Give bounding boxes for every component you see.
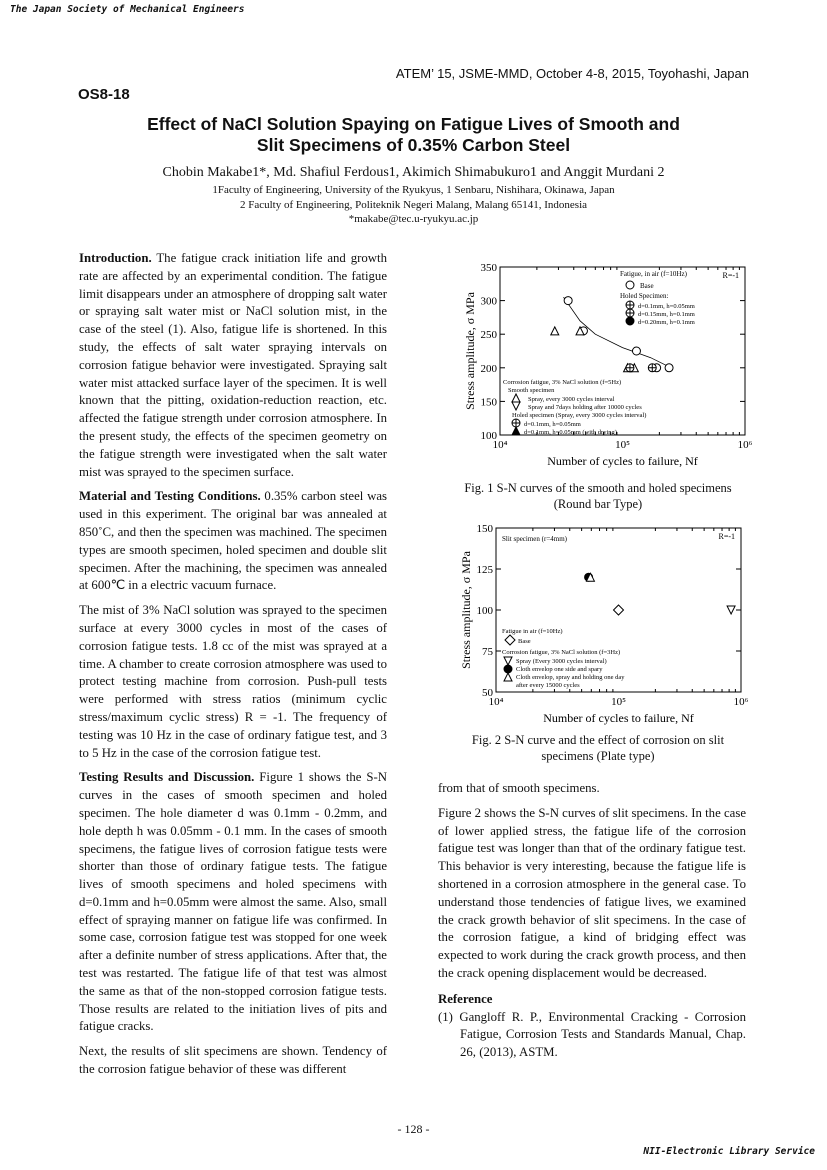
figure-1-chart [438,255,758,470]
reference-1: (1) Gangloff R. P., Environmental Cracking - Corrosion Fatigue, Corrosion Tests and Standards Manual, Chap. 26, (2013), ASTM. [438,1009,746,1060]
legend-text: d=0.1mm, h=0.05mm (with drying) [524,429,617,436]
left-column [79,250,387,1086]
page-number: - 128 - [397,1122,430,1136]
y-tick-label: 150 [480,396,497,409]
legend-marker [504,673,512,681]
materials-heading: Material and Testing Conditions. [79,489,261,504]
x-axis-label: Number of cycles to failure, Nf [547,454,698,468]
x-tick-label: 10⁶ [737,439,753,451]
legend-text: Cloth envelop, spray and holding one day [516,674,625,681]
page-footer-service: NII-Electronic Library Service [643,1146,815,1157]
x-tick-label: 10⁴ [492,439,508,451]
legend-text: after every 15000 cycles [516,682,580,689]
y-tick-label: 150 [476,523,493,535]
x-axis-label: Number of cycles to failure, Nf [543,711,694,725]
y-tick-label: 75 [482,646,493,658]
legend-text: Spray (Every 3000 cycles interval) [516,658,607,665]
figure-2-chart [438,520,758,730]
y-tick-label: 100 [476,605,493,617]
legend-marker [512,402,520,410]
data-point [614,605,624,615]
figure-2-caption: Fig. 2 S-N curve and the effect of corrosion on slit specimens (Plate type) [471,733,725,763]
legend-text: d=0.15mm, h=0.1mm [638,311,695,318]
x-tick-label: 10⁵ [611,696,626,708]
legend-marker [626,281,634,289]
legend-text: Spray, every 3000 cycles interval [528,396,615,403]
legend-text: Corrosion fatigue, 3% NaCl solution (f=5Hz) [503,379,622,386]
mist-paragraph: The mist of 3% NaCl solution was sprayed to the specimen surface at every 3000 cycles in most of the cases of corrosion fatigue tests. 1.8 cc of the mist was sprayed at a time. A chamber to create corrosion atmosphere was used to protect testing machine from corrosion. Push-pull tests were performed with stress ratios (minimum cyclic stress/maximum cyclic stress) R = -1. The frequency of testing was 10 Hz in the case of ordinary fatigue test, and 3 to 5 Hz in the case of the corrosion fatigue test. [79,603,387,760]
title-line-1: Effect of NaCl Solution Spaying on Fatigue Lives of Smooth and [147,114,680,134]
author-list: Chobin Makabe1*, Md. Shafiul Ferdous1, Akimich Shimabukuro1 and Anggit Murdani 2 [162,165,665,180]
legend-marker [505,635,515,645]
x-tick-label: 10⁶ [733,696,749,708]
affiliation-2: 2 Faculty of Engineering, Politeknik Negeri Malang, Malang 65141, Indonesia [239,199,588,211]
y-axis-label: Stress amplitude, σ MPa [459,551,473,669]
session-code: OS8-18 [78,86,130,103]
legend-marker [504,665,512,673]
legend-text: Holed specimen (Spray, every 3000 cycles interval) [512,412,647,419]
reference-heading: Reference [438,991,493,1006]
y-tick-label: 50 [482,687,493,699]
continuation-paragraph: from that of smooth specimens. [438,781,600,795]
legend-text: Base [640,282,654,290]
paper-title [80,114,747,156]
corner-label: R=-1 [722,271,739,280]
y-axis-label: Stress amplitude, σ MPa [463,292,477,410]
figure-1-caption: Fig. 1 S-N curves of the smooth and holed specimens (Round bar Type) [464,481,732,511]
contact-email: *makabe@tec.u-ryukyu.ac.jp [348,213,479,225]
page-header: The Japan Society of Mechanical Engineers [10,4,245,15]
results-heading: Testing Results and Discussion. [79,770,255,785]
intro-heading: Introduction. [79,251,152,265]
y-tick-label: 300 [480,295,497,308]
data-point [564,297,572,305]
legend-marker [504,657,512,665]
data-point [665,364,673,372]
materials-paragraph: Material and Testing Conditions. 0.35% carbon steel was used in this experiment. The original bar was annealed at 850˚C, and then the specimen was machined. The specimen types are smooth specimen, holed specimen and double slit specimen. After the machining, the specimen was annealed at 600℃ in a electric vacuum furnace. [79,489,387,593]
legend-text: Fatigue in air (f=10Hz) [502,628,563,635]
next-paragraph: Next, the results of slit specimens are shown. Tendency of the corrosion fatigue behavior of these was different [79,1044,387,1077]
y-tick-label: 125 [476,564,493,576]
y-tick-label: 250 [480,329,497,342]
title-line-2: Slit Specimens of 0.35% Carbon Steel [256,135,571,155]
legend-text: Holed Specimen: [620,292,669,300]
affiliation-1: 1Faculty of Engineering, University of the Ryukyus, 1 Senbaru, Nishihara, Okinawa, Japan [212,184,615,196]
legend-text: d=0.1mm, h=0.05mm [524,421,581,428]
corner-label: R=-1 [718,532,735,541]
intro-paragraph: Introduction. The fatigue crack initiation life and growth rate are affected by an experimental condition. The fatigue limit disappears under an atmosphere of dropping salt water or spraying salt water mist or NaCl solution mist, in the case of the steel (1). Also, fatigue life is shortened. In this study, the effects of salt water spraying intervals on corrosion fatigue behavior were investigated. Spraying salt water mist attacked surface layer of the specimen. It is well known that the pitting, oxidation-reduction reaction, etc. affected the fatigue strength under corrosion atmosphere. In the present study, the effects of the specimen geometry on the fatigue strength were investigated when the salt water mist was sprayed to the specimen surface. [79,251,387,479]
y-tick-label: 100 [480,430,497,442]
legend-text: d=0.20mm, h=0.1mm [638,319,695,326]
legend-text: Smooth specimen [508,387,555,394]
legend-marker [626,317,634,325]
results-paragraph: Testing Results and Discussion. Figure 1 shows the S-N curves in the cases of smooth specimen and holed specimen. The hole diameter d was 0.1mm - 0.2mm, and hole depth h was 0.05mm - 0.1 mm. In the cases of smooth specimens, the fatigue lives of corrosion fatigue tests were shorter than those of ordinary fatigue tests. The fatigue lives of smooth specimens and holed specimens with d=0.1mm and h=0.05mm were almost the same. Also, small effect of spraying manner on fatigue life was confirmed. In some case, corrosion fatigue test was stopped for one week after a definite number of stress applications. After that, the test was restarted. The fatigue life of that test was almost the same as that of the non-stopped corrosion fatigue tests. Those results are related to the initiation lives of pits and fatigue cracks. [79,770,388,1034]
conference-line: ATEM’ 15, JSME-MMD, October 4-8, 2015, Toyohashi, Japan [395,66,749,81]
legend-text: Spray and 7days holding after 10000 cycles [528,404,642,411]
chart-top-label: Slit specimen (r=4mm) [502,535,567,543]
data-point [551,327,559,335]
legend-text: d=0.1mm, h=0.05mm [638,303,695,310]
y-tick-label: 350 [480,262,497,274]
legend-text: Corrosion fatigue, 3% NaCl solution (f=3Hz) [502,649,621,656]
legend-text: Base [518,638,531,645]
legend-text: Fatigue, in air (f=10Hz) [620,270,687,278]
legend-marker [512,427,520,435]
data-point [632,347,640,355]
x-tick-label: 10⁵ [615,439,630,451]
figure2-paragraph: Figure 2 shows the S-N curves of slit specimens. In the case of lower applied stress, the fatigue life of the corrosion fatigue test was longer than that of the ordinary fatigue test. This behavior is very interesting, because the fatigue life is shortened in a corrosion atmosphere in the general case. To understand those tendencies of fatigue lives, we examined the crack growth behavior of slit specimens. In the case of the corrosion fatigue, a kind of bridging effect was expected to work during the crack growth process, and then the crack opening displacement would be decreased. [438,805,746,980]
data-point [727,606,735,614]
y-tick-label: 200 [480,362,497,375]
legend-marker [512,394,520,402]
right-column [438,780,746,1069]
legend-text: Cloth envelop one side and spary [516,666,603,673]
x-tick-label: 10⁴ [488,696,504,708]
